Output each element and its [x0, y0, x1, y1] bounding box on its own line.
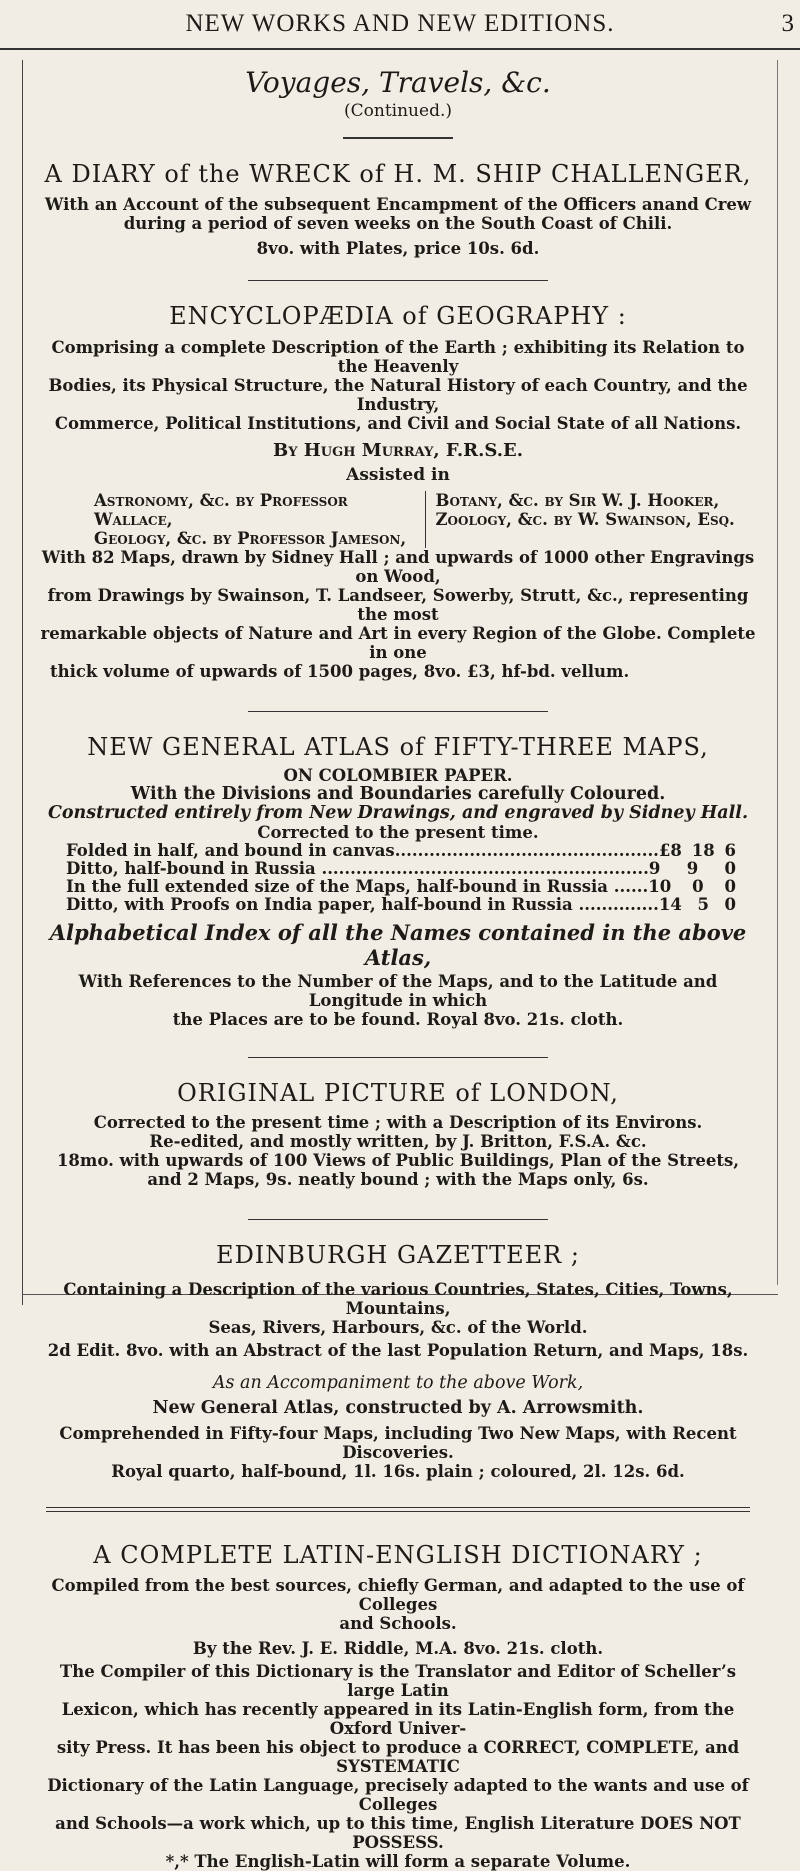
entry-line: during a period of seven weeks on the South Coast of Chili. — [123, 214, 673, 234]
assistants-right — [426, 491, 761, 548]
assistants — [36, 491, 760, 548]
price-desc: Ditto, with Proofs on India paper, half-bound in Russia — [66, 895, 573, 915]
entry-line: Corrected to the present time ; with a Description of its Environs. — [93, 1112, 703, 1132]
price-pounds: 10 — [648, 877, 672, 897]
entry-line: 8vo. with Plates, price 10s. 6d. — [256, 239, 540, 259]
accompaniment-line: As an Accompaniment to the above Work, — [212, 1372, 584, 1393]
entry-line: Re-edited, and mostly written, by J. Britton, F.S.A. &c. — [149, 1131, 647, 1151]
price-pence: 6 — [724, 841, 736, 861]
entry-line: With References to the Number of the Maps, and to the Latitude and Longitude in which — [78, 972, 718, 1011]
right-margin-rule — [777, 60, 778, 1285]
leader-dots: ......................................................... — [315, 859, 649, 879]
price-shillings: 18 — [691, 841, 715, 861]
entry-title: A DIARY of the WRECK of H. M. SHIP CHALLENGER, — [44, 160, 752, 188]
entry-line: Dictionary of the Latin Language, precisely adapted to the wants and use of Colleges — [47, 1776, 749, 1815]
entry-line: Lexicon, which has recently appeared in its Latin-English form, from the Oxford Univer- — [61, 1700, 735, 1739]
entry-encyclopaedia — [36, 303, 760, 680]
entry-line: *,* The English-Latin will form a separate Volume. — [165, 1852, 631, 1871]
entry-line: The Compiler of this Dictionary is the Translator and Editor of Scheller’s large Latin — [59, 1662, 737, 1701]
assistant: Botany, &c. by Sir W. J. Hooker, — [435, 490, 720, 510]
index-title: Alphabetical Index of all the Names contained in the above Atlas, — [49, 920, 747, 971]
entry-line: Constructed entirely from New Drawings, and engraved by Sidney Hall. — [47, 803, 749, 824]
price-amount — [659, 896, 750, 914]
entry-line: With an Account of the subsequent Encampment of the Officers anand Crew — [44, 195, 752, 215]
divider — [46, 1507, 750, 1512]
entry-line: Commerce, Political Institutions, and Civil and Social State of all Nations. — [54, 413, 742, 433]
entry-author: By Hugh Murray, F.R.S.E. — [273, 439, 523, 461]
divider — [248, 280, 548, 281]
entry-line: and 2 Maps, 9s. neatly bound ; with the Maps only, 6s. — [147, 1169, 649, 1189]
entry-title: ORIGINAL PICTURE of LONDON, — [177, 1079, 619, 1108]
entry-line: and Schools. — [339, 1614, 457, 1634]
price-pence: 0 — [724, 859, 736, 879]
entry-author: By the Rev. J. E. Riddle, M.A. 8vo. 21s. cloth. — [192, 1639, 604, 1659]
header-rule — [0, 48, 800, 50]
entry-gazetteer — [36, 1242, 760, 1481]
entry-line: and Schools—a work which, up to this time, English Literature DOES NOT POSSESS. — [55, 1814, 741, 1853]
divider — [343, 137, 453, 139]
entry-line: Comprising a complete Description of the Earth ; exhibiting its Relation to the Heavenly — [51, 337, 745, 376]
price-row — [66, 842, 750, 860]
leader-dots: .............. — [572, 895, 659, 915]
price-amount — [648, 878, 750, 896]
price-desc: Folded in half, and bound in canvas — [66, 841, 395, 861]
price-row — [66, 860, 750, 878]
price-row — [66, 896, 750, 914]
price-shillings: 0 — [692, 877, 704, 897]
price-desc: In the full extended size of the Maps, half-bound in Russia — [66, 877, 608, 897]
entry-line: thick volume of upwards of 1500 pages, 8vo. £3, hf-bd. vellum. — [50, 661, 630, 681]
content — [36, 66, 760, 1871]
entry-line: the Places are to be found. Royal 8vo. 21s. cloth. — [172, 1010, 624, 1030]
entry-latin-dictionary — [36, 1542, 760, 1871]
price-pounds: 9 — [648, 859, 661, 879]
entry-picture-of-london — [36, 1080, 760, 1188]
page-header — [0, 8, 800, 48]
price-pence: 0 — [724, 877, 736, 897]
entry-line: With 82 Maps, drawn by Sidney Hall ; and upwards of 1000 other Engravings on Wood, — [41, 547, 755, 586]
entry-challenger — [36, 161, 760, 258]
entry-line: Comprehended in Fifty-four Maps, including Two New Maps, with Recent Discoveries. — [59, 1423, 737, 1462]
left-margin-rule — [22, 60, 23, 1305]
price-pounds: £8 — [658, 841, 682, 861]
entry-line: With the Divisions and Boundaries carefully Coloured. — [130, 784, 666, 805]
entry-line: Containing a Description of the various Countries, States, Cities, Towns, Mountains, — [63, 1279, 733, 1318]
entry-line: sity Press. It has been his object to produce a CORRECT, COMPLETE, and SYSTEMATIC — [56, 1738, 740, 1777]
price-desc: Ditto, half-bound in Russia — [66, 859, 316, 879]
assistant: Zoology, &c. by W. Swainson, Esq. — [435, 509, 735, 529]
entry-line: ON COLOMBIER PAPER. — [283, 766, 513, 786]
entry-line: Corrected to the present time. — [257, 823, 539, 843]
entry-line: 2d Edit. 8vo. with an Abstract of the last Population Return, and Maps, 18s. — [47, 1340, 749, 1360]
entry-atlas — [36, 734, 760, 1029]
price-row — [66, 878, 750, 896]
entry-line: 18mo. with upwards of 100 Views of Public Buildings, Plan of the Streets, — [56, 1150, 740, 1170]
entry-title: ENCYCLOPÆDIA of GEOGRAPHY : — [169, 302, 627, 331]
price-shillings: 9 — [686, 859, 699, 879]
assistant: Astronomy, &c. by Professor Wallace, — [94, 490, 348, 529]
entry-title: A COMPLETE LATIN-ENGLISH DICTIONARY ; — [93, 1540, 703, 1569]
running-title: NEW WORKS AND NEW EDITIONS. — [185, 10, 615, 37]
section-subheading: (Continued.) — [344, 101, 452, 121]
entry-title: EDINBURGH GAZETTEER ; — [216, 1240, 580, 1269]
section-heading: Voyages, Travels, &c. — [245, 66, 551, 99]
entry-line: Seas, Rivers, Harbours, &c. of the World. — [208, 1317, 588, 1337]
price-amount — [659, 842, 750, 860]
price-amount — [649, 860, 750, 878]
price-shillings: 5 — [697, 895, 709, 915]
entry-title: NEW GENERAL ATLAS of FIFTY-THREE MAPS, — [87, 732, 709, 761]
entry-line: from Drawings by Swainson, T. Landseer, Sowerby, Strutt, &c., representing the most — [47, 585, 749, 624]
price-list — [36, 842, 760, 914]
leader-dots: .............................................. — [394, 841, 659, 861]
divider — [248, 1219, 548, 1220]
entry-line: Royal quarto, half-bound, 1l. 16s. plain ; coloured, 2l. 12s. 6d. — [111, 1461, 685, 1481]
entry-line: Compiled from the best sources, chiefly German, and adapted to the use of Colleges — [51, 1576, 745, 1615]
atlas-line: New General Atlas, constructed by A. Arrowsmith. — [152, 1397, 644, 1418]
page-number: 3 — [781, 10, 794, 37]
leader-dots: ...... — [608, 877, 649, 897]
price-pence: 0 — [724, 895, 736, 915]
assistants-left — [36, 491, 426, 548]
assistant: Geology, &c. by Professor Jameson, — [94, 528, 407, 548]
divider — [248, 711, 548, 712]
entry-line: remarkable objects of Nature and Art in every Region of the Globe. Complete in one — [40, 623, 756, 662]
price-pounds: 14 — [658, 895, 682, 915]
assisted-label: Assisted in — [346, 464, 450, 485]
entry-line: Bodies, its Physical Structure, the Natural History of each Country, and the Industry, — [48, 375, 748, 414]
divider — [248, 1057, 548, 1058]
